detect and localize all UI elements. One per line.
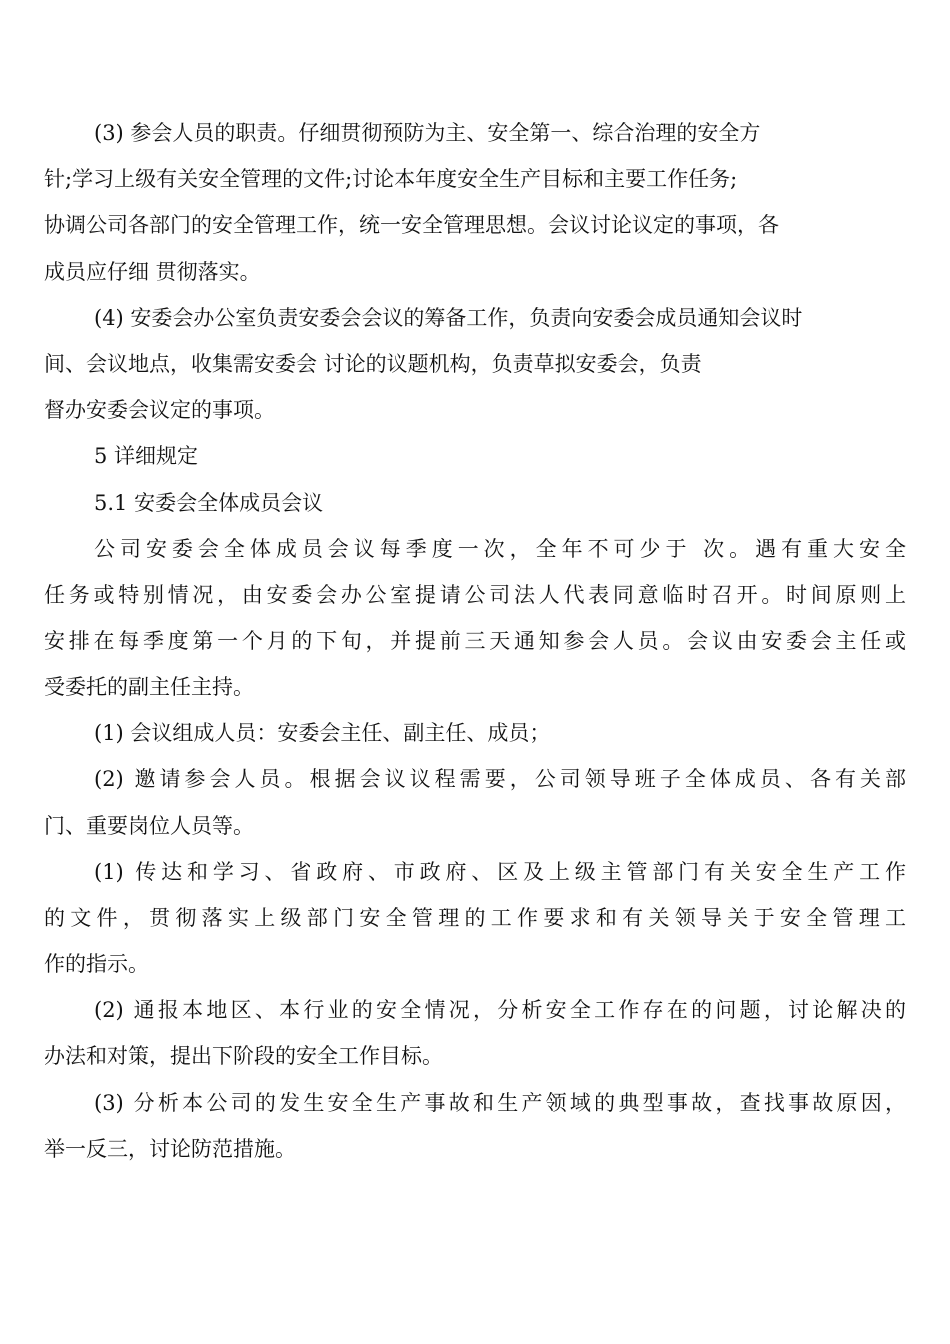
text-line: (1) 传达和学习、省政府、市政府、区及上级主管部门有关安全生产工作	[94, 860, 906, 884]
text-line: 针;学习上级有关安全管理的文件;讨论本年度安全生产目标和主要工作任务;	[44, 167, 738, 191]
section-heading: 5 详细规定	[94, 444, 199, 468]
text-line: 门、重要岗位人员等。	[44, 814, 254, 838]
text-line: 成员应仔细 贯彻落实。	[44, 260, 261, 284]
text-line: 任务或特别情况，由安委会办公室提请公司法人代表同意临时召开。时间原则上	[44, 583, 906, 607]
text-line: 举一反三，讨论防范措施。	[44, 1137, 296, 1161]
text-line: 安排在每季度第一个月的下旬，并提前三天通知参会人员。会议由安委会主任或	[44, 629, 906, 653]
text-line: (3) 分析本公司的发生安全生产事故和生产领域的典型事故，查找事故原因，	[94, 1091, 906, 1115]
text-line: 协调公司各部门的安全管理工作，统一安全管理思想。会议讨论议定的事项，各	[44, 213, 779, 237]
text-line: 办法和对策，提出下阶段的安全工作目标。	[44, 1044, 443, 1068]
text-line: 间、会议地点，收集需安委会 讨论的议题机构，负责草拟安委会，负责	[44, 352, 702, 376]
text-line: (2) 邀请参会人员。根据会议议程需要，公司领导班子全体成员、各有关部	[94, 767, 906, 791]
text-line: 督办安委会议定的事项。	[44, 398, 275, 422]
text-line: (3) 参会人员的职责。仔细贯彻预防为主、安全第一、综合治理的安全方	[94, 121, 761, 145]
text-line: 的文件，贯彻落实上级部门安全管理的工作要求和有关领导关于安全管理工	[44, 906, 906, 930]
text-line: (4) 安委会办公室负责安委会会议的筹备工作，负责向安委会成员通知会议时	[94, 306, 803, 330]
text-line: 公司安委会全体成员会议每季度一次，全年不可少于 次。遇有重大安全	[94, 537, 906, 561]
text-line: (1) 会议组成人员：安委会主任、副主任、成员；	[94, 721, 551, 745]
text-line: (2) 通报本地区、本行业的安全情况，分析安全工作存在的问题，讨论解决的	[94, 998, 906, 1022]
text-line: 作的指示。	[44, 952, 149, 976]
subsection-heading: 5.1 安委会全体成员会议	[94, 491, 324, 515]
text-line: 受委托的副主任主持。	[44, 675, 254, 699]
